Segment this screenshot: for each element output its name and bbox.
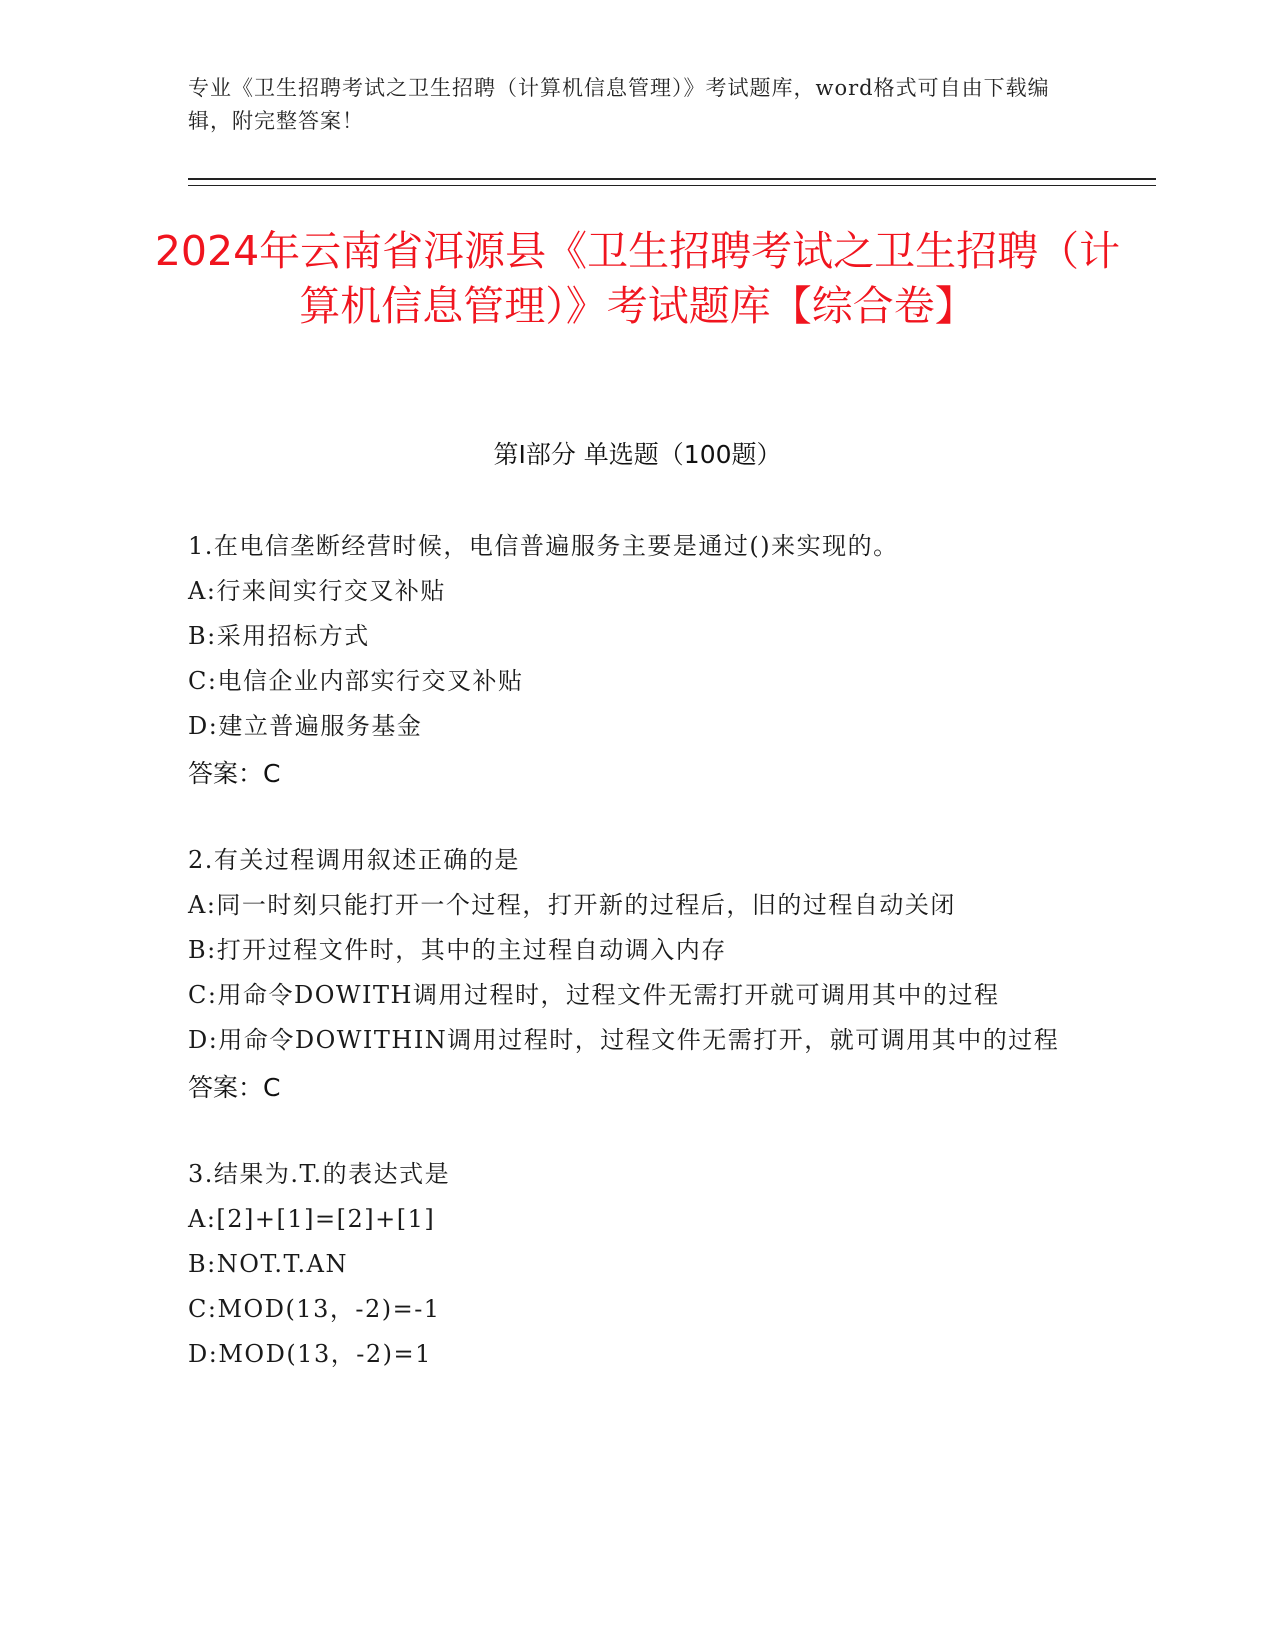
option-text: [2]+[1]=[2]+[1] <box>216 1205 436 1233</box>
answer-line: 答案：C <box>188 1073 281 1102</box>
option-c <box>188 659 1068 704</box>
option-text: NOT.T.AN <box>216 1250 348 1278</box>
header-divider-thin <box>188 185 1156 186</box>
option-letter: C: <box>188 1295 218 1323</box>
option-letter: B: <box>188 936 217 964</box>
answer-line: 答案：C <box>188 759 281 788</box>
question-2 <box>188 838 1068 1110</box>
option-letter: A: <box>188 1205 217 1233</box>
question-stem: 1.在电信垄断经营时候，电信普遍服务主要是通过()来实现的。 <box>188 532 899 560</box>
question-list <box>188 524 1068 1377</box>
option-text: 行来间实行交叉补贴 <box>216 577 446 605</box>
option-b <box>188 928 1068 973</box>
header-divider-thick <box>188 178 1156 180</box>
option-text: 建立普遍服务基金 <box>218 712 423 740</box>
option-text: MOD(13，-2)=1 <box>218 1340 432 1368</box>
option-d <box>188 1332 1068 1377</box>
option-c <box>188 973 1068 1018</box>
question-stem: 3.结果为.T.的表达式是 <box>188 1160 451 1188</box>
option-text: 电信企业内部实行交叉补贴 <box>217 667 524 695</box>
option-letter: B: <box>188 622 217 650</box>
option-b <box>188 1242 1068 1287</box>
option-letter: C: <box>188 667 218 695</box>
option-a <box>188 569 1068 614</box>
option-text: 同一时刻只能打开一个过程，打开新的过程后，旧的过程自动关闭 <box>216 891 956 919</box>
option-text: 采用招标方式 <box>216 622 370 650</box>
option-text: 用命令DOWITHIN调用过程时，过程文件无需打开，就可调用其中的过程 <box>218 1026 1060 1054</box>
question-stem: 2.有关过程调用叙述正确的是 <box>188 846 520 874</box>
option-a <box>188 1197 1068 1242</box>
option-d <box>188 704 1068 749</box>
option-letter: B: <box>188 1250 217 1278</box>
option-letter: A: <box>188 577 217 605</box>
option-b <box>188 614 1068 659</box>
question-3 <box>188 1152 1068 1377</box>
option-a <box>188 883 1068 928</box>
option-letter: C: <box>188 981 218 1009</box>
section-title: 第I部分 单选题（100题） <box>493 440 782 469</box>
option-letter: D: <box>188 1340 219 1368</box>
option-letter: A: <box>188 891 217 919</box>
option-letter: D: <box>188 1026 219 1054</box>
document-title: 2024年云南省洱源县《卫生招聘考试之卫生招聘（计算机信息管理）》考试题库【综合卷】 <box>154 227 1121 330</box>
option-d <box>188 1018 1068 1063</box>
option-text: 打开过程文件时，其中的主过程自动调入内存 <box>216 936 727 964</box>
intro-text: 专业《卫生招聘考试之卫生招聘（计算机信息管理）》考试题库，word格式可自由下载编辑，附完整答案！ <box>188 76 1050 133</box>
option-letter: D: <box>188 712 219 740</box>
option-c <box>188 1287 1068 1332</box>
question-1 <box>188 524 1068 796</box>
option-text: MOD(13，-2)=-1 <box>217 1295 441 1323</box>
option-text: 用命令DOWITH调用过程时，过程文件无需打开就可调用其中的过程 <box>217 981 1000 1009</box>
